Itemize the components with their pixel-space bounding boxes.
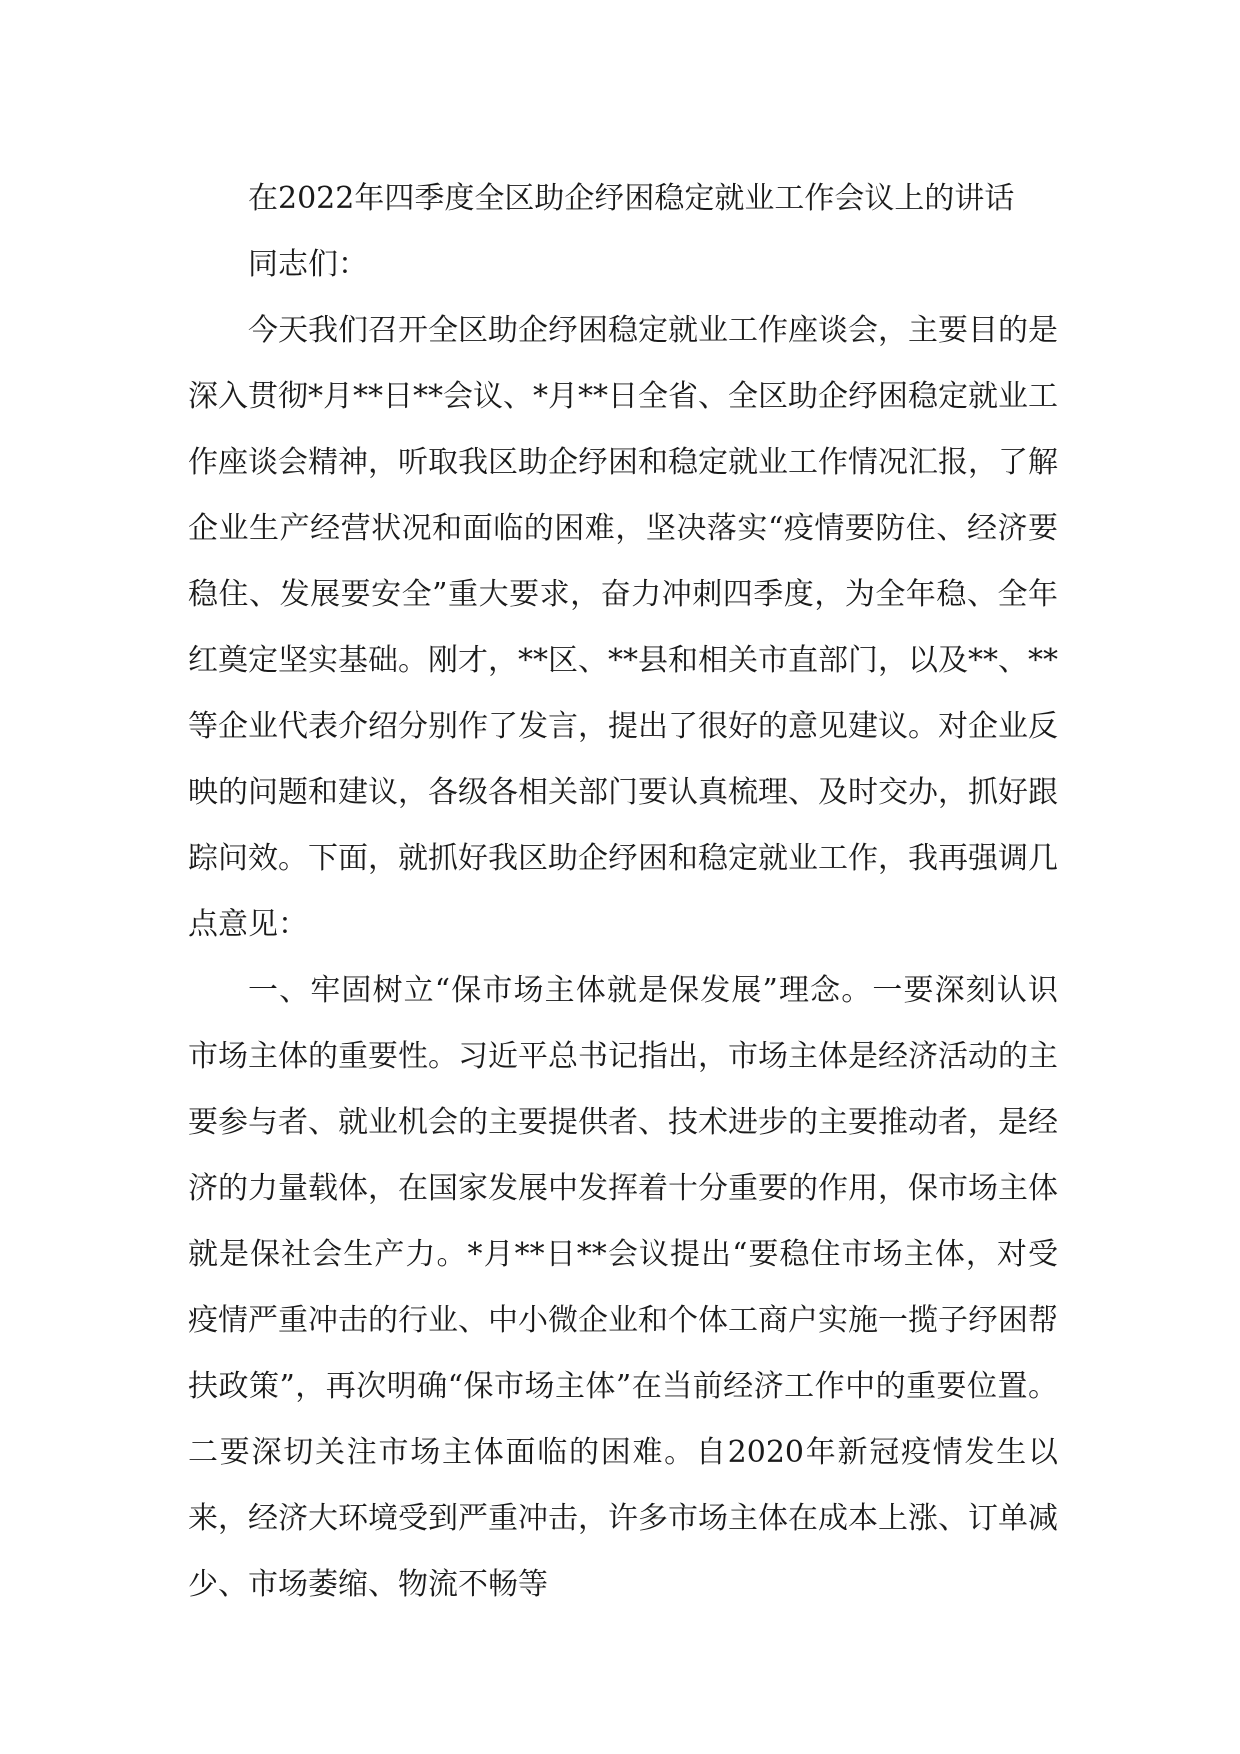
document-title: 在2022年四季度全区助企纾困稳定就业工作会议上的讲话 [248,181,1015,216]
paragraph-section-one: 一、牢固树立“保市场主体就是保发展”理念。一要深刻认识市场主体的重要性。习近平总书记指出，市场主体是经济活动的主要参与者、就业机会的主要提供者、技术进步的主要推动者，是经济的力量载体，在国家发展中发挥着十分重要的作用，保市场主体就是保社会生产力。*月**日**会议提出“要稳住市场主体，对受疫情严重冲击的行业、中小微企业和个体工商户实施一揽子纾困帮扶政策”，再次明确“保市场主体”在当前经济工作中的重要位置。二要深切关注市场主体面临的困难。自2020年新冠疫情发生以来，经济大环境受到严重冲击，许多市场主体在成本上涨、订单减少、市场萎缩、物流不畅等 [188,973,1058,1602]
paragraph-opening: 今天我们召开全区助企纾困稳定就业工作座谈会，主要目的是深入贯彻*月**日**会议、*月**日全省、全区助企纾困稳定就业工作座谈会精神，听取我区助企纾困和稳定就业工作情况汇报，了解企业生产经营状况和面临的困难，坚决落实“疫情要防住、经济要稳住、发展要安全”重大要求，奋力冲刺四季度，为全年稳、全年红奠定坚实基础。刚才，**区、**县和相关市直部门，以及**、**等企业代表介绍分别作了发言，提出了很好的意见建议。对企业反映的问题和建议，各级各相关部门要认真梳理、及时交办，抓好跟踪问效。下面，就抓好我区助企纾困和稳定就业工作，我再强调几点意见： [188,313,1058,942]
salutation: 同志们： [248,247,368,282]
document-body [188,166,1058,1618]
